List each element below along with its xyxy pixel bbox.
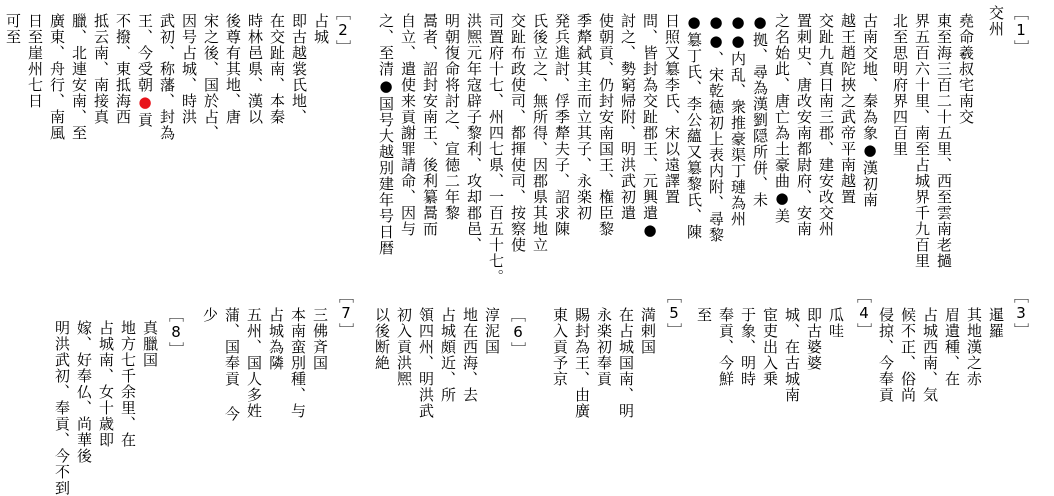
text-column: 使朝貢、仍封安南国王、権臣黎 (597, 13, 615, 237)
text-column: 在占城国南、明 (617, 307, 635, 419)
text-column: 越王趙陀挾之武帝平南越置 (839, 13, 857, 205)
text-column: ［6］ (509, 307, 527, 358)
text-column: 淳泥国 (483, 307, 501, 355)
text-column: 候不正、俗尚 (899, 307, 917, 403)
text-column: 眉遺種、在 (943, 307, 961, 387)
text-column: 領四州、明洪武 (417, 307, 435, 419)
text-column: ［1］ (1012, 5, 1030, 56)
text-column: 不撥、東抵海西 (114, 13, 132, 125)
text-column: 即古婆婆 (805, 307, 823, 371)
text-column: 即古越裳氏地、 (290, 13, 308, 125)
text-column: 日照又簒李氏、宋以遠譯置 (663, 13, 681, 205)
text-column: 北至思明府界四百里 (891, 13, 909, 157)
text-column: 初入貢洪熈 (395, 307, 413, 387)
text-column: 堯命羲叔宅南交 (957, 13, 975, 125)
text-column: 永楽初奉貢 (595, 307, 613, 387)
text-column: ●拠、尋為漢劉隠所併、未 (751, 13, 769, 208)
text-column: 暹羅 (987, 307, 1005, 339)
text-column: 氏後立之、無所得、因郡県其地立 (531, 13, 549, 253)
text-column: 五州、国人多姓 (245, 307, 263, 419)
text-column: 嫁、好奉仏、尚華後 (75, 320, 93, 464)
text-column: 臘、北連安南、至 (70, 13, 88, 141)
text-column: ［2］ (334, 5, 352, 56)
text-column: 奉貢、今鮮 (717, 307, 735, 387)
text-column: 東入貢予京 (551, 307, 569, 387)
text-column: ［5］ (665, 288, 683, 339)
text-column: 本南蛮別種、与 (289, 307, 307, 419)
text-column: 城、在古城南 (783, 307, 801, 403)
text-column: 可至 (4, 13, 22, 45)
text-column: 洪熈元年寇辟子黎利、攻却郡邑、 (465, 13, 483, 253)
text-column: 季犛弑其主而立其子、永楽初 (575, 13, 593, 221)
text-column: 蒲、国奉貢 今 (223, 307, 241, 422)
text-column: 抵云南、南接真 (92, 13, 110, 125)
text-column: 王、今受朝●貢 (136, 13, 154, 128)
text-column: 発兵進討、俘季犛夫子、詔求陳 (553, 13, 571, 237)
text-column: 満剌国 (639, 307, 657, 355)
text-column: 司置府十七、州四七県、一百五十七。 (487, 13, 505, 285)
text-column: 瓜哇 (827, 307, 845, 339)
text-column: 之、至清●国号大越別建年号日暦 (377, 13, 395, 256)
text-column: 以後断絶 (373, 307, 391, 371)
text-column: 交州 (987, 5, 1005, 37)
text-column: 地在西海、去 (461, 307, 479, 403)
text-column: 之名始此、唐亡為土豪曲●美 (773, 13, 791, 224)
text-column: 少 (201, 307, 219, 323)
text-column: 東至海三百二十五里、西至雲南老撾 (935, 13, 953, 269)
text-column: 自立、遣使来貢謝罪請命、因与 (399, 13, 417, 237)
text-column: 討之、勢窮帰附、明洪武初遣 (619, 13, 637, 221)
text-column: 後尊有其地、唐 (224, 13, 242, 125)
text-column: 占城 (312, 13, 330, 45)
text-column: 至 (695, 307, 713, 323)
text-column: ［3］ (1012, 288, 1030, 339)
text-column: 明朝復命将討之、宣徳二年黎 (443, 13, 461, 221)
text-column: ［4］ (855, 288, 873, 339)
text-column: 侵掠、今奉貢 (877, 307, 895, 403)
text-column: 界五百六十里、南至占城界千九百里 (913, 13, 931, 269)
text-column: 武初、称藩、封為 (158, 13, 176, 141)
text-column: 古南交地、秦為象●漢初南 (861, 13, 879, 208)
text-column: 占城南、女十歳即 (97, 320, 115, 448)
text-column: 交趾布政使司、都揮使司、按察使 (509, 13, 527, 253)
text-column: 交趾九真日南三郡、建安改交州 (817, 13, 835, 237)
text-column: ［8］ (167, 307, 185, 358)
text-column: 地方七千余里、在 (119, 320, 137, 448)
text-column: ●簒丁氏、李公蘊又簒黎氏、陳 (685, 13, 703, 240)
text-column: 宋之後、国於占、 (202, 13, 220, 141)
text-column: 真臘国 (141, 320, 159, 368)
text-column: 于象、明時 (739, 307, 757, 387)
text-column: ●●、宋乾徳初上表内附、尋黎 (707, 13, 725, 243)
text-column: 時林邑県、漢以 (246, 13, 264, 125)
text-column: 日至崖州七日 (26, 13, 44, 109)
text-column: 明洪武初、奉貢、今不到 (53, 320, 71, 496)
text-column: 置刺史、唐改安南都尉府、安南 (795, 13, 813, 237)
text-column: 因号占城、時洪 (180, 13, 198, 125)
text-column: 暠者、詔封安南王、後利纂暠而 (421, 13, 439, 237)
text-column: 宦吏出入乗 (761, 307, 779, 387)
red-mark: ● (136, 93, 154, 112)
text-column: 在交趾南、本秦 (268, 13, 286, 125)
text-column: 占城頗近、所 (439, 307, 457, 403)
text-column: 其地漢之赤 (965, 307, 983, 387)
text-column: 問、皆封為交趾郡王、元興遣● (641, 13, 659, 240)
text-column: 占城為隣 (267, 307, 285, 371)
text-column: ［7］ (337, 288, 355, 339)
text-column: 廣東、舟行、南風 (48, 13, 66, 141)
text-column: 賜封為王、由廣 (573, 307, 591, 419)
text-column: 三佛斉国 (311, 307, 329, 371)
text-column: 占城西南、気 (921, 307, 939, 403)
text-column: ●●内乱、衆推豪渠丁璉為州 (729, 13, 747, 227)
